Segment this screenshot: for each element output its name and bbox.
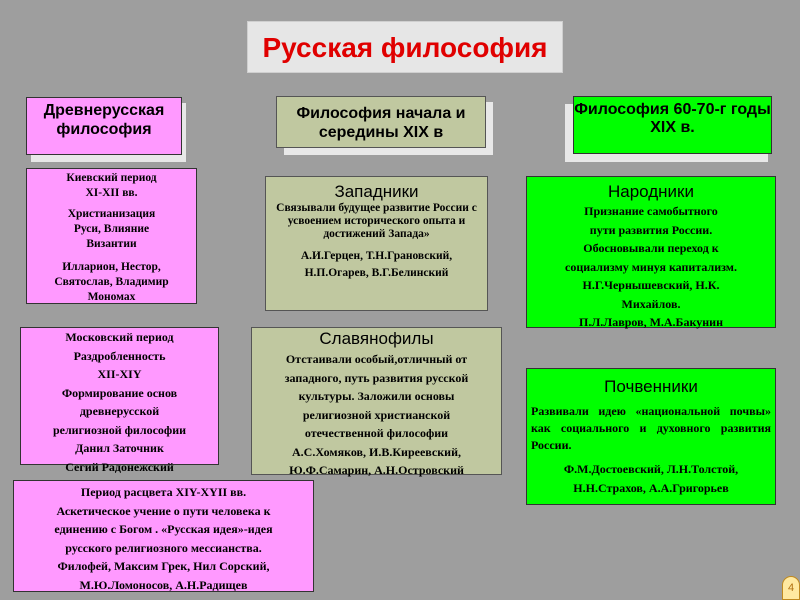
header-early19	[276, 96, 486, 148]
pochvenniki-text: Развивали идею «национальной почвы» как социального и духовного развития России.	[531, 404, 771, 452]
moscow-line: религиозной философии	[52, 422, 187, 437]
page-title-box	[247, 21, 563, 73]
slide-number-icon[interactable]	[782, 576, 800, 600]
flourish-line: Период расцвета XIY-XYII вв.	[80, 485, 247, 499]
flourish-period-block	[13, 480, 314, 592]
flourish-line: М.Ю.Ломоносов, А.Н.Радищев	[79, 577, 248, 592]
narodniki-line: Обосновывали переход к	[583, 241, 719, 255]
narodniki-line: пути развития России.	[589, 222, 713, 237]
slavophiles-line: религиозной христианской	[302, 407, 451, 422]
narodniki-line: Признание самобытного	[584, 204, 718, 218]
page-title: Русская философия	[262, 32, 548, 63]
header-late19-label: Философия 60-70-г годы XIX в.	[574, 101, 771, 136]
header-late19	[573, 96, 772, 154]
slavophiles-line: Отстаивали особый,отличный от	[285, 352, 468, 366]
kiev-line: Святослав, Владимир	[54, 276, 169, 288]
kiev-line: Византии	[86, 238, 137, 250]
narodniki-line: Н.Г.Чернышевский, Н.К.	[582, 278, 720, 292]
slide-number: 4	[787, 582, 795, 594]
flourish-line: единению с Богом . «Русская идея»-идея	[54, 522, 273, 536]
kiev-line: Мономах	[87, 291, 136, 303]
slavophiles-title: Славянофилы	[319, 329, 434, 348]
narodniki-title: Народники	[607, 182, 694, 201]
narodniki-line: социализму минуя капитализм.	[565, 259, 737, 274]
moscow-line: XII-XIY	[97, 367, 142, 381]
kiev-line: Киевский период	[66, 172, 157, 184]
moscow-line: Раздробленность	[73, 348, 166, 363]
moscow-line: Формирование основ	[61, 385, 178, 400]
header-ancient	[26, 97, 182, 155]
flourish-line: русского религиозного мессианства.	[65, 540, 262, 555]
pochvenniki-names: Н.Н.Страхов, А.А.Григорьев	[573, 480, 729, 495]
slavophiles-line: А.С.Хомяков, И.В.Киреевский,	[292, 444, 461, 459]
moscow-period-block	[20, 327, 219, 474]
westerners-text: Связывали будущее развитие России с усвоением исторического опыта и достижений Запада»	[276, 202, 477, 240]
pochvenniki-block	[526, 368, 776, 505]
moscow-line: Сегий Радонежский	[65, 459, 174, 474]
kiev-line: XI-XII вв.	[85, 187, 138, 199]
pochvenniki-title: Почвенники	[604, 377, 698, 396]
kiev-period-block	[26, 168, 197, 304]
westerners-title: Западники	[334, 182, 419, 201]
narodniki-block	[526, 176, 776, 328]
westerners-block	[265, 176, 488, 311]
kiev-line: Руси, Влияние	[73, 223, 150, 235]
kiev-line: Илларион, Нестор,	[62, 261, 161, 273]
pochvenniki-names: Ф.М.Достоевский, Л.Н.Толстой,	[563, 462, 739, 476]
kiev-line: Христианизация	[67, 208, 156, 220]
flourish-line: Филофей, Максим Грек, Нил Сорский,	[57, 559, 270, 573]
westerners-names: Н.П.Огарев, В.Г.Белинский	[304, 267, 449, 279]
moscow-line: древнерусской	[79, 404, 160, 418]
moscow-line: Московский период	[65, 330, 174, 344]
slavophiles-block	[251, 327, 502, 475]
slavophiles-line: культуры. Заложили основы	[298, 389, 455, 403]
moscow-line: Данил Заточник	[75, 441, 164, 455]
narodniki-line: Михайлов.	[621, 296, 681, 311]
slavophiles-line: западного, путь развития русской	[284, 370, 469, 385]
flourish-line: Аскетическое учение о пути человека к	[56, 503, 271, 518]
slavophiles-line: Ю.Ф.Самарин, А.Н.Островский	[289, 463, 464, 477]
header-early19-label: Философия начала и середины XIX в	[296, 105, 466, 141]
narodniki-line: П.Л.Лавров, М.А.Бакунин	[579, 315, 723, 329]
header-ancient-label: Древнерусская философия	[43, 102, 165, 138]
slavophiles-line: отечественной философии	[304, 426, 449, 440]
westerners-names: А.И.Герцен, Т.Н.Грановский,	[300, 250, 453, 262]
